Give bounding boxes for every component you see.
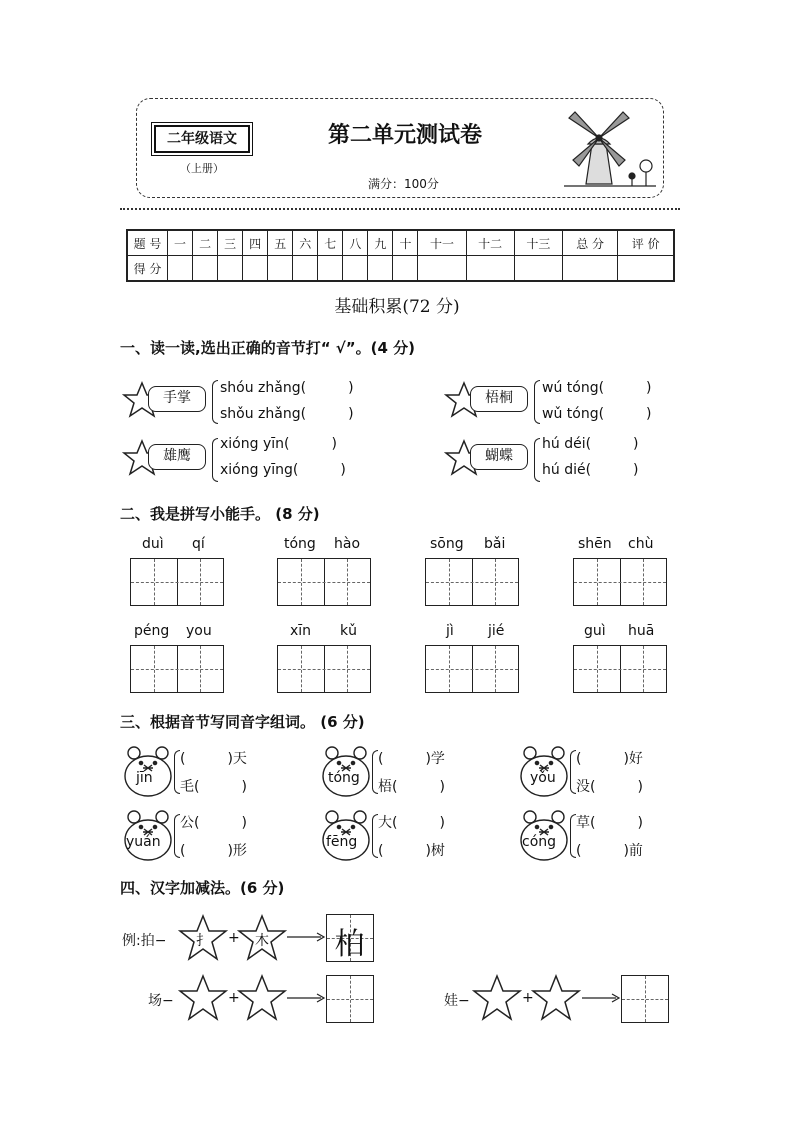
writing-grid[interactable] xyxy=(277,558,371,606)
answer-grid xyxy=(326,914,374,962)
pinyin: you xyxy=(186,623,212,639)
arrow-right-icon xyxy=(582,993,620,1003)
pinyin: tóng xyxy=(284,536,316,552)
writing-grid[interactable] xyxy=(130,558,224,606)
q1-option[interactable]: hú déi( ) xyxy=(542,436,639,452)
q3-pinyin: yuán xyxy=(126,834,161,850)
score-input-cell[interactable] xyxy=(368,256,393,281)
pinyin: qí xyxy=(192,536,205,552)
q2-title: 二、我是拼写小能手。 (8 分) xyxy=(120,505,320,523)
q3-item xyxy=(122,744,282,800)
pinyin: hào xyxy=(334,536,361,552)
score-input-cell[interactable] xyxy=(168,256,193,281)
q1-option[interactable]: wǔ tóng( ) xyxy=(542,406,652,422)
q4-example-part: 扌 xyxy=(196,933,210,949)
q3-blank[interactable]: 梧( ) xyxy=(378,779,445,795)
score-table-score-row xyxy=(128,256,674,281)
score-table xyxy=(127,230,674,281)
pinyin: huā xyxy=(628,623,655,639)
q3-pinyin: cóng xyxy=(522,834,557,850)
table-cell: 五 xyxy=(268,231,293,256)
star-icon[interactable] xyxy=(178,974,228,1022)
pinyin: jì xyxy=(446,623,454,639)
q1-option[interactable]: xióng yīn( ) xyxy=(220,436,337,452)
plus-sign: + xyxy=(228,930,240,946)
q3-item xyxy=(518,744,678,800)
pinyin: péng xyxy=(134,623,170,639)
star-icon[interactable] xyxy=(237,974,287,1022)
q4-example-result: 柏 xyxy=(334,927,365,962)
q1-option[interactable]: shǒu zhǎng( ) xyxy=(220,406,354,422)
table-cell: 九 xyxy=(368,231,393,256)
table-cell: 十二 xyxy=(466,231,514,256)
q4-example-label: 例:拍− xyxy=(122,933,167,949)
q4-example-part: 木 xyxy=(255,933,269,949)
header-divider xyxy=(120,208,680,210)
writing-grid[interactable] xyxy=(425,558,519,606)
q1-option[interactable]: hú dié( ) xyxy=(542,462,639,478)
writing-grid[interactable] xyxy=(130,645,224,693)
score-input-cell[interactable] xyxy=(418,256,466,281)
score-input-cell[interactable] xyxy=(343,256,368,281)
score-input-cell[interactable] xyxy=(243,256,268,281)
q4-item-label: 娃− xyxy=(444,993,470,1009)
full-score: 满分：100分 xyxy=(368,177,439,191)
score-input-cell[interactable] xyxy=(393,256,418,281)
q3-blank[interactable]: ( )树 xyxy=(378,843,445,859)
q1-item xyxy=(120,378,370,428)
pinyin: shēn xyxy=(578,536,612,552)
q3-item xyxy=(122,808,282,864)
table-cell: 四 xyxy=(243,231,268,256)
q3-item xyxy=(320,808,480,864)
q3-blank[interactable]: 草( ) xyxy=(576,815,643,831)
writing-grid[interactable] xyxy=(573,645,667,693)
table-cell: 评 价 xyxy=(618,231,674,256)
q1-item xyxy=(442,378,682,428)
writing-grid[interactable] xyxy=(277,645,371,693)
table-cell: 三 xyxy=(218,231,243,256)
q3-item xyxy=(320,744,480,800)
star-icon[interactable] xyxy=(472,974,522,1022)
table-cell: 八 xyxy=(343,231,368,256)
score-input-cell[interactable] xyxy=(193,256,218,281)
answer-grid[interactable] xyxy=(621,975,669,1023)
plus-sign: + xyxy=(228,990,240,1006)
plus-sign: + xyxy=(522,990,534,1006)
brace xyxy=(212,438,218,482)
pinyin: duì xyxy=(142,536,164,552)
q1-title: 一、读一读,选出正确的音节打“ √”。(4 分) xyxy=(120,339,416,357)
brace xyxy=(212,380,218,424)
score-input-cell[interactable] xyxy=(218,256,243,281)
pinyin: sōng xyxy=(430,536,464,552)
table-cell: 十 xyxy=(393,231,418,256)
score-input-cell[interactable] xyxy=(293,256,318,281)
q3-blank[interactable]: ( )好 xyxy=(576,751,643,767)
q4-title: 四、汉字加减法。(6 分) xyxy=(120,879,285,897)
windmill-icon xyxy=(558,104,658,194)
q3-blank[interactable]: ( )形 xyxy=(180,843,247,859)
q3-title: 三、根据音节写同音字组词。 (6 分) xyxy=(120,713,365,731)
volume-label: （上册） xyxy=(180,162,224,175)
q1-item xyxy=(442,436,682,486)
table-cell: 十一 xyxy=(418,231,466,256)
score-table-header-row xyxy=(128,231,674,256)
q1-option[interactable]: xióng yīng( ) xyxy=(220,462,346,478)
score-input-cell[interactable] xyxy=(268,256,293,281)
arrow-right-icon xyxy=(287,932,325,942)
table-cell: 得 分 xyxy=(128,256,168,281)
pinyin: xīn xyxy=(290,623,312,639)
q3-blank[interactable]: ( )学 xyxy=(378,751,445,767)
arrow-right-icon xyxy=(287,993,325,1003)
star-icon[interactable] xyxy=(531,974,581,1022)
q3-pinyin: jīn xyxy=(136,770,153,786)
q3-pinyin: yǒu xyxy=(530,770,556,786)
q3-blank[interactable]: 毛( ) xyxy=(180,779,247,795)
q3-blank[interactable]: 没( ) xyxy=(576,779,643,795)
answer-grid[interactable] xyxy=(326,975,374,1023)
writing-grid[interactable] xyxy=(573,558,667,606)
pinyin: kǔ xyxy=(340,623,357,639)
table-cell: 十三 xyxy=(514,231,562,256)
pinyin: guì xyxy=(584,623,606,639)
brace xyxy=(534,438,540,482)
brace xyxy=(534,380,540,424)
score-input-cell[interactable] xyxy=(318,256,343,281)
q1-word: 手掌 xyxy=(148,386,206,412)
score-input-cell[interactable] xyxy=(618,256,674,281)
q1-option[interactable]: wú tóng( ) xyxy=(542,380,652,396)
writing-grid[interactable] xyxy=(425,645,519,693)
q3-blank[interactable]: ( )前 xyxy=(576,843,643,859)
pinyin: jié xyxy=(488,623,505,639)
table-cell: 二 xyxy=(193,231,218,256)
table-cell: 总 分 xyxy=(562,231,617,256)
score-input-cell[interactable] xyxy=(562,256,617,281)
q3-item xyxy=(518,808,678,864)
score-input-cell[interactable] xyxy=(514,256,562,281)
grade-badge: 二年级语文 xyxy=(154,125,250,153)
q3-pinyin: fēng xyxy=(326,834,358,850)
score-input-cell[interactable] xyxy=(466,256,514,281)
q1-option[interactable]: shóu zhǎng( ) xyxy=(220,380,354,396)
q3-blank[interactable]: 大( ) xyxy=(378,815,445,831)
page-title: 第二单元测试卷 xyxy=(327,122,482,148)
section-title: 基础积累(72 分) xyxy=(334,297,460,317)
q1-word: 雄鹰 xyxy=(148,444,206,470)
q3-pinyin: tóng xyxy=(328,770,360,786)
table-cell: 一 xyxy=(168,231,193,256)
q1-word: 蝴蝶 xyxy=(470,444,528,470)
pinyin: bǎi xyxy=(484,536,506,552)
q4-item-label: 场− xyxy=(148,993,174,1009)
pinyin: chù xyxy=(628,536,654,552)
q1-item xyxy=(120,436,370,486)
table-cell: 六 xyxy=(293,231,318,256)
q3-blank[interactable]: 公( ) xyxy=(180,815,247,831)
q1-word: 梧桐 xyxy=(470,386,528,412)
table-cell: 七 xyxy=(318,231,343,256)
q3-blank[interactable]: ( )天 xyxy=(180,751,247,767)
table-cell: 题 号 xyxy=(128,231,168,256)
